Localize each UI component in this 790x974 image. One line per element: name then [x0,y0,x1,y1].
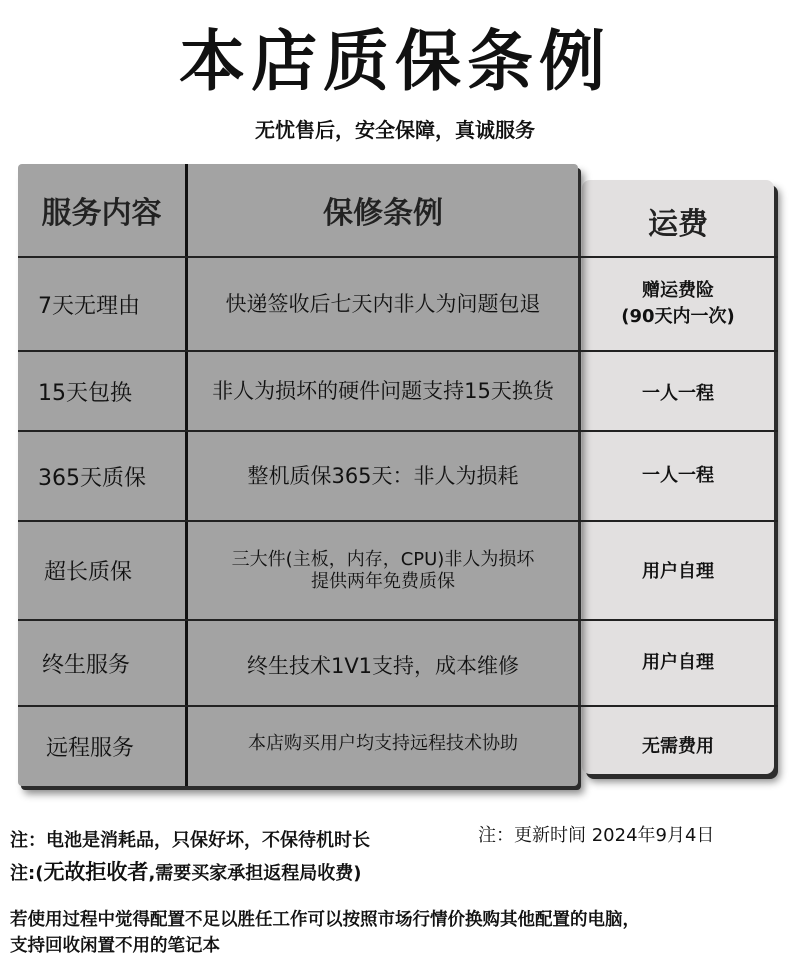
shipping-line: 赠运费险 [642,280,714,301]
table-row-shipping [582,352,774,436]
shipping-line: 无需费用 [642,735,714,757]
table-row-service: 7天无理由 [38,293,140,319]
table-row-shipping [582,432,774,520]
header-service: 服务内容 [41,196,162,231]
terms-line: 终生技术1V1支持，成本维修 [246,654,520,678]
table-row-terms [188,352,578,430]
terms-line: 三大件(主板，内存，CPU)非人为损坏 [231,548,535,570]
rejection-prefix: 注:( [10,863,44,884]
table-row-terms [188,432,578,520]
header-shipping: 运费 [648,207,708,242]
terms-line: 本店购买用户均支持远程技术协助 [248,733,518,754]
shipping-line: (90天内一次) [621,306,735,327]
terms-line: 整机质保365天：非人为损耗 [247,464,519,488]
table-row-service: 365天质保 [38,465,146,491]
rejection-note [10,856,362,886]
terms-line: 非人为损坏的硬件问题支持15天换货 [212,379,554,403]
table-row-service: 15天包换 [38,380,132,406]
trade-in-note-line1: 若使用过程中觉得配置不足以胜任工作可以按照市场行情价换购其他配置的电脑， [10,910,640,930]
table-row-terms [188,707,578,781]
table-row-shipping [582,258,774,350]
rejection-suffix: ,需要买家承担返程局收费) [148,863,362,884]
shipping-line: 用户自理 [642,652,714,673]
table-row-terms [188,522,578,619]
shipping-line: 一人一程 [642,383,714,404]
table-row-service: 超长质保 [44,560,133,585]
table-row-terms [188,621,578,711]
table-row-shipping [582,621,774,705]
rejection-emphasis: 无故拒收者 [43,860,149,884]
shipping-line: 用户自理 [642,561,714,582]
shipping-line: 一人一程 [642,465,714,486]
header-terms: 保修条例 [323,196,443,231]
trade-in-note-line2: 支持回收闲置不用的笔记本 [10,936,220,956]
terms-line: 快递签收后七天内非人为问题包退 [225,292,541,316]
battery-note: 注：电池是消耗品，只保好坏，不保待机时长 [10,830,370,851]
table-row-shipping [582,522,774,622]
table-row-service: 远程服务 [46,736,135,761]
table-row-service: 终生服务 [42,652,131,678]
table-row-shipping [582,707,774,786]
update-note: 注：更新时间 2024年9月4日 [478,825,715,846]
terms-line: 提供两年免费质保 [311,570,455,592]
page-title: 本店质保条例 [179,23,611,100]
page-subtitle: 无忧售后，安全保障，真诚服务 [255,118,535,142]
table-row-terms [188,258,578,350]
